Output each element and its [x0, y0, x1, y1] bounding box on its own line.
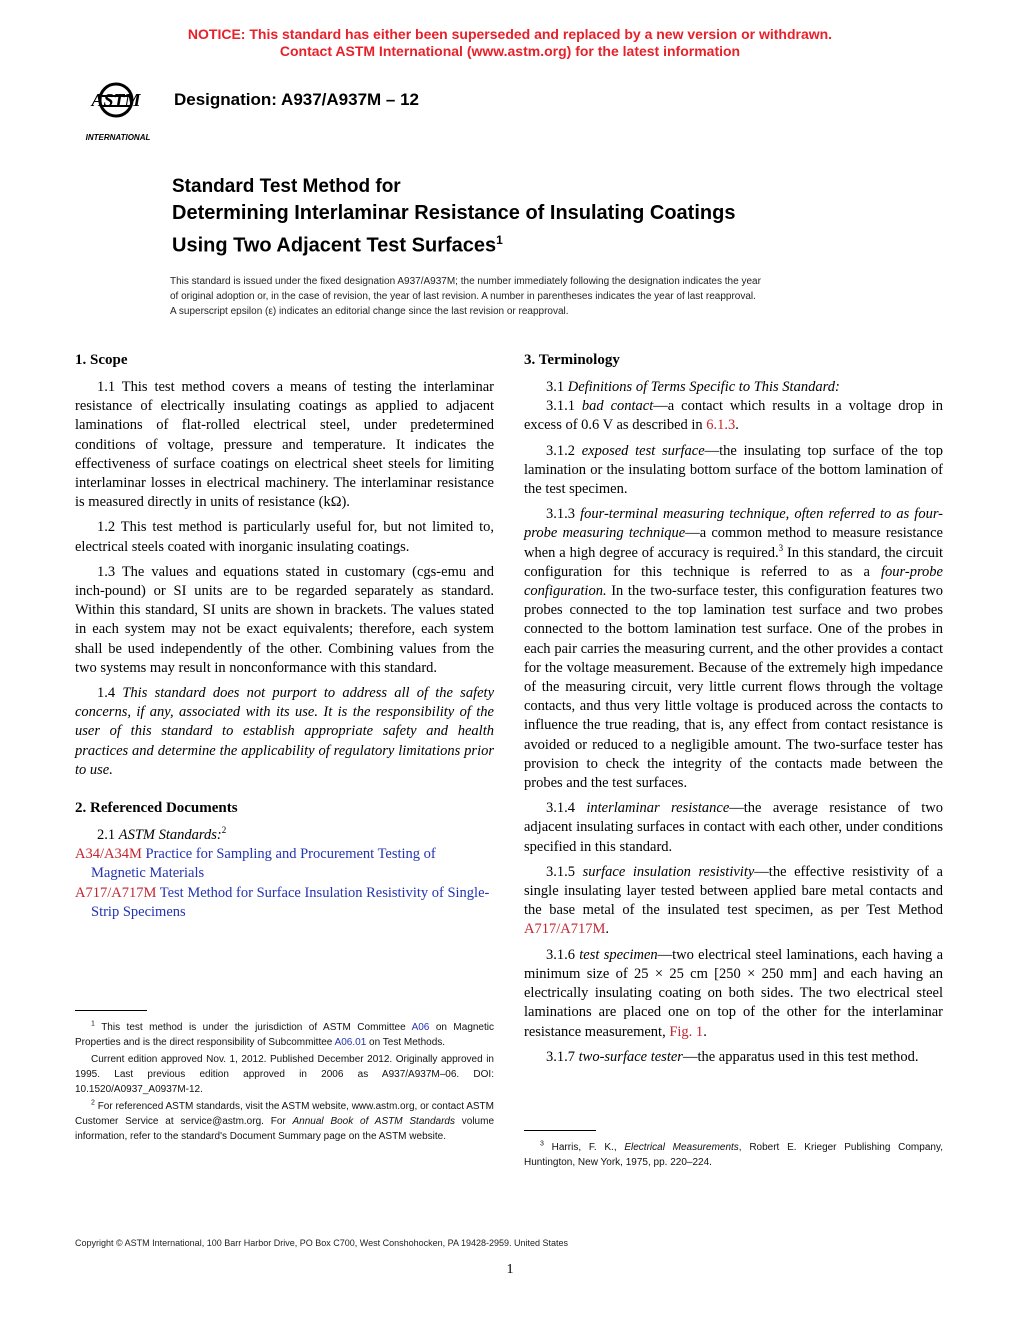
- footnotes-left: [75, 1020, 494, 1146]
- notice-line-2: Contact ASTM International (www.astm.org) for the latest information: [279, 43, 741, 59]
- term-3-1-3: 3.1.3 four-terminal measuring technique, often referred to as four-probe measuring technique—a common method to measure resistance when a high degree of accuracy is required.$^3$ In this standard, the circuit configuration for this technique is referred to as a four-probe configuration. In the two-surface tester, this configuration features two probes connected to the top lamination test surface and two probes connected to the bottom lamination test surface. One of the probes in each pair carries the measuring current, and the other provides a contact for the voltage measurement. Because of the extremely high impedance of the measuring circuit, very little current flows through the voltage contacts, and thus very little voltage is produced across the contacts to influence the true reading, that is, any effect from contact resistance is avoided or reduced to a negligible amount. The two-surface tester has provision to check the integrity of the contacts made between the probes and the test surfaces.: [524, 506, 944, 792]
- footnote-1-edition: Current edition approved Nov. 1, 2012. Published December 2012. Originally approved in 1995. Last previous edition approved in 2006 as A937/A937M–06. DOI: 10.1520/A0937_A0937M-12.: [75, 1054, 494, 1095]
- refdocs-heading: 2. Referenced Documents: [75, 800, 238, 817]
- term-3-1-6: 3.1.6 test specimen—two electrical steel laminations, each having a minimum size of 25 × 25 cm [250 × 250 mm] and each having an electrically insulating coating on both sides. The two electrical steel laminations are placed one on top of the other for the interlaminar resistance measurement, Fig. 1.: [524, 946, 944, 1040]
- title-line-2: Determining Interlaminar Resistance of Insulating Coatings: [172, 202, 736, 224]
- designation: Designation: A937/A937M – 12: [174, 90, 420, 109]
- ref-item-a34[interactable]: A34/A34M Practice for Sampling and Procurement Testing of Magnetic Materials: [75, 846, 436, 882]
- footnote-3: $^3$ Harris, F. K., Electrical Measurements, Robert E. Krieger Publishing Company, Huntington, New York, 1975, pp. 220–224.: [524, 1140, 943, 1168]
- link-a717[interactable]: A717/A717M: [524, 921, 606, 938]
- footnote-2: $^2$ For referenced ASTM standards, visit the ASTM website, www.astm.org, or contact ASTM Customer Service at service@astm.org. For Annual Book of ASTM Standards volume information, refer to the standard's Document Summary page on the ASTM website.: [75, 1099, 494, 1142]
- left-column: [75, 350, 494, 922]
- title-line-3: Using Two Adjacent Test Surfaces$^1$: [172, 233, 503, 257]
- term-3-1-7: 3.1.7 two-surface tester—the apparatus used in this test method.: [546, 1048, 919, 1065]
- logo-caption: INTERNATIONAL: [85, 133, 151, 142]
- link-a06[interactable]: A06: [411, 1022, 430, 1033]
- link-fig-1[interactable]: Fig. 1: [669, 1023, 704, 1040]
- scope-heading: 1. Scope: [75, 352, 128, 368]
- term-3-1-1: 3.1.1 bad contact—a contact which results in a voltage drop in excess of 0.6 V as described in 6.1.3.: [524, 398, 943, 434]
- footnote-1: $^1$ This test method is under the jurisdiction of ASTM Committee A06 on Magnetic Properties and is the direct responsibility of Subcommittee A06.01 on Test Methods.: [75, 1020, 494, 1048]
- scope-1-4: 1.4 This standard does not purport to address all of the safety concerns, if any, associated with its use. It is the responsibility of the user of this standard to establish appropriate safety and health practices and determine the applicability of regulatory limitations prior to use.: [75, 685, 494, 778]
- term-3-1-4: 3.1.4 interlaminar resistance—the average resistance of two adjacent insulating surfaces in contact with each other, under conditions specified in this standard.: [524, 800, 943, 855]
- footnotes-right: [524, 1140, 943, 1172]
- term-3-1-5: 3.1.5 surface insulation resistivity—the effective resistivity of a single insulating layer tested between applied bare metal contacts and the base metal of the insulated test specimen, as per Test Method A717/A717M.: [524, 863, 943, 938]
- link-a06-01[interactable]: A06.01: [334, 1037, 367, 1048]
- logo-wordmark: ASTM: [91, 90, 141, 110]
- refdocs-2-1: 2.1 ASTM Standards:$^2$: [97, 825, 227, 844]
- footnote-divider-right: [524, 1130, 596, 1131]
- issued-line-1: This standard is issued under the fixed designation A937/A937M; the number immediately following the designation indicates the year: [170, 276, 761, 287]
- notice-line-1: NOTICE: This standard has either been superseded and replaced by a new version or withdrawn.: [187, 26, 833, 42]
- title-line-1: Standard Test Method for: [172, 176, 401, 197]
- link-6-1-3[interactable]: 6.1.3: [706, 417, 736, 434]
- astm-logo-icon: [72, 76, 164, 144]
- page-number: 1: [506, 1262, 514, 1277]
- terminology-heading: 3. Terminology: [524, 352, 620, 368]
- footnote-divider-left: [75, 1010, 147, 1011]
- copyright-line: Copyright © ASTM International, 100 Barr Harbor Drive, PO Box C700, West Conshohocken, PA 19428-2959. United States: [75, 1238, 569, 1248]
- scope-1-3: 1.3 The values and equations stated in customary (cgs-emu and inch-pound) or SI units are to be regarded separately as standard. Within this standard, SI units are shown in brackets. The values stated in each system may not be exact equivalents; therefore, each system shall be used independently of the other. Combining values from the two systems may result in nonconformance with this standard.: [75, 563, 494, 676]
- scope-1-1: 1.1 This test method covers a means of testing the interlaminar resistance of electrically insulating coatings as applied to adjacent laminations of flat-rolled electrical steel, under predetermined conditions of voltage, pressure and temperature. It indicates the effectiveness of surface coatings on electrical sheet steels for limiting interlaminar losses in electrical machinery. The interlaminar resistance is measured directly in units of resistance (kΩ).: [75, 379, 494, 511]
- term-3-1-2: 3.1.2 exposed test surface—the insulating top surface of the top lamination or the insulating bottom surface of the bottom lamination of the test specimen.: [524, 442, 944, 498]
- document-title: [172, 174, 872, 260]
- right-column: [524, 350, 943, 1073]
- ref-item-a717[interactable]: A717/A717M Test Method for Surface Insulation Resistivity of Single-Strip Specimens: [75, 884, 490, 920]
- issued-line-2: of original adoption or, in the case of revision, the year of last revision. A number in parentheses indicates the year of last reapproval.: [170, 291, 756, 302]
- withdrawal-notice: [0, 26, 1020, 60]
- title-footnote-marker: 1: [496, 233, 503, 247]
- term-3-1: 3.1 Definitions of Terms Specific to This Standard:: [546, 379, 840, 395]
- issuance-statement: [170, 274, 860, 319]
- scope-1-2: 1.2 This test method is particularly useful for, but not limited to, electrical steels coated with inorganic insulating coatings.: [75, 519, 494, 555]
- issued-line-3: A superscript epsilon (ε) indicates an editorial change since the last revision or reapproval.: [170, 306, 569, 317]
